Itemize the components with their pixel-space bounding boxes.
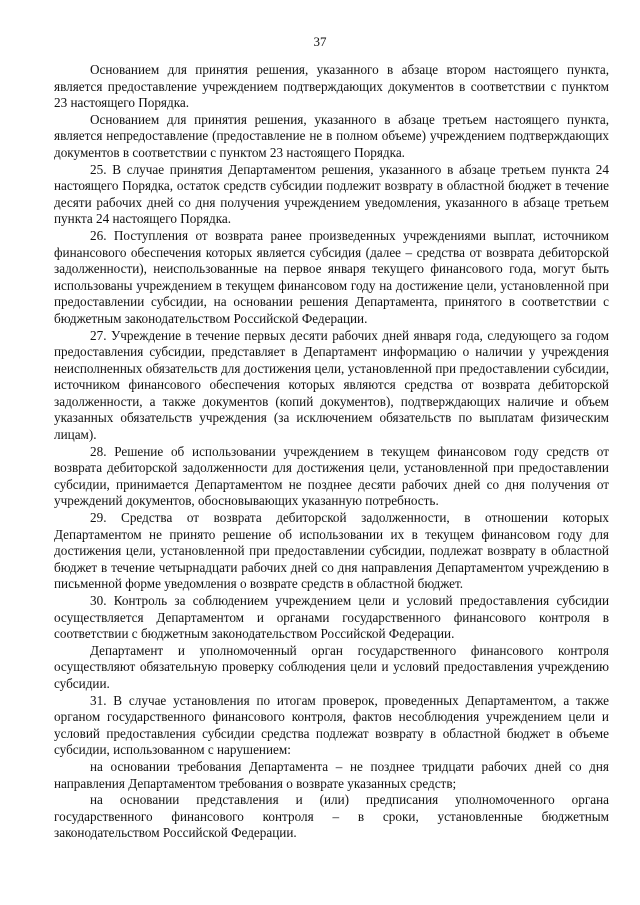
page-number: 37 [313,34,327,49]
paragraph-25: 25. В случае принятия Департаментом решения, указанного в абзаце третьем пункта 24 настоящего Порядка, остаток средств субсидии подлежит возврату в областной бюджет в течение десяти рабочих дней со дня получения учреждением уведомления, указанного в абзаце третьем пункта 24 настоящего Порядка. [54,161,609,227]
paragraph-30: 30. Контроль за соблюдением учреждением цели и условий предоставления субсидии осуществляется Департаментом и органами государственного финансового контроля в соответствии с бюджетным законодательством Российской Федерации. [54,593,609,642]
paragraph-28: 28. Решение об использовании учреждением в текущем финансовом году средств от возврата дебиторской задолженности для достижения цели, установленной при предоставлении субсидии, принимается Департаментом не позднее десяти рабочих дней со дня получения от учреждений документов, обосновывающих указанную потребность. [54,443,609,509]
paragraph-24-basis-third: Основанием для принятия решения, указанного в абзаце третьем настоящего пункта, является непредоставление (предоставление не в полном объеме) учреждением подтверждающих документов в соответствии с пунктом 23 настоящего Порядка. [54,111,609,160]
paragraph-30-inspection: Департамент и уполномоченный орган государственного финансового контроля осуществляют обязательную проверку соблюдения цели и условий предоставления учреждению субсидии. [54,642,609,691]
paragraph-29: 29. Средства от возврата дебиторской задолженности, в отношении которых Департаментом не принято решение об использовании их в текущем финансовом году для достижения цели, установленной при предоставлении субсидии, подлежат возврату в областной бюджет в течение четырнадцати рабочих дней со дня направления Департаментом учреждению в письменной форме уведомления о возврате средств в областной бюджет. [54,510,609,592]
paragraph-31: 31. В случае установления по итогам проверок, проведенных Департаментом, а также органом государственного финансового контроля, фактов несоблюдения учреждением цели и условий предоставления субсидии средства подлежат возврату в областной бюджет в объеме субсидии, использованном с нарушением: [54,692,609,758]
paragraph-26: 26. Поступления от возврата ранее произведенных учреждениями выплат, источником финансового обеспечения которых является субсидия (далее – средства от возврата дебиторской задолженности), неиспользованные на первое января текущего финансового года, могут быть использованы учреждением в текущем финансовом году на достижение цели, установленной при предоставлении субсидии, на основании решения Департамента, принятого в соответствии с бюджетным законодательством Российской Федерации. [54,227,609,326]
paragraph-31-department-requirement: на основании требования Департамента – не позднее тридцати рабочих дней со дня направления Департаментом требования о возврате указанных средств; [54,758,609,791]
paragraph-27: 27. Учреждение в течение первых десяти рабочих дней января года, следующего за годом предоставления субсидии, представляет в Департамент информацию о наличии у учреждения неисполненных обязательств для достижения цели, установленной при предоставлении субсидии, источником финансового обеспечения которых являются средства от возврата дебиторской задолженности, а также документов (копий документов), подтверждающих наличие и объем указанных обязательств учреждения (за исключением обязательств по выплатам физическим лицам). [54,327,609,443]
paragraph-31-control-order: на основании представления и (или) предписания уполномоченного органа государственного финансового контроля – в сроки, установленные бюджетным законодательством Российской Федерации. [54,792,609,841]
document-body [54,62,609,842]
paragraph-24-basis-second: Основанием для принятия решения, указанного в абзаце втором настоящего пункта, является предоставление учреждением подтверждающих документов в соответствии с пунктом 23 настоящего Порядка. [54,62,609,111]
